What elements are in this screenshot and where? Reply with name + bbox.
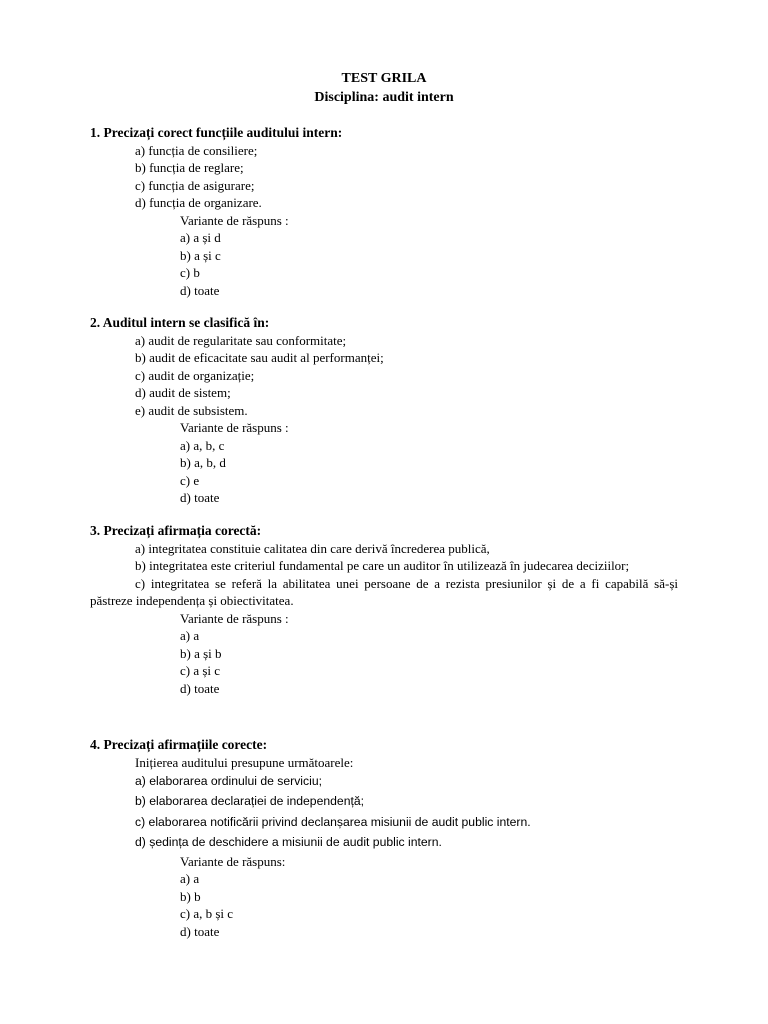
question-3 — [90, 522, 678, 697]
option-item: a) audit de regularitate sau conformitate; — [135, 332, 347, 348]
variant-item: b) b — [180, 888, 201, 904]
variants-heading: Variante de răspuns: — [180, 853, 286, 869]
question-intro: Inițierea auditului presupune următoarele: — [135, 754, 354, 770]
variant-item: a) a — [180, 871, 200, 887]
option-item: b) audit de eficacitate sau audit al performanței; — [135, 350, 384, 365]
variant-item: d) toate — [180, 490, 220, 505]
option-item: d) audit de sistem; — [135, 385, 231, 400]
question-1 — [90, 124, 678, 299]
question-heading: 3. Precizați afirmația corectă: — [90, 523, 262, 538]
question-2 — [90, 314, 678, 507]
question-heading: 2. Auditul intern se clasifică în: — [90, 315, 270, 330]
option-item: a) funcția de consiliere; — [135, 142, 258, 158]
variant-item: d) toate — [180, 282, 220, 298]
question-4 — [90, 736, 678, 941]
variant-item: c) e — [180, 472, 200, 488]
option-item: b) funcția de reglare; — [135, 160, 244, 175]
option-item: d) ședința de deschidere a misiunii de audit public intern. — [135, 835, 442, 850]
option-item: a) elaborarea ordinului de serviciu; — [135, 774, 322, 788]
variant-item: d) toate — [180, 924, 220, 939]
variant-item: d) toate — [180, 680, 220, 696]
option-item: c) funcția de asigurare; — [135, 177, 255, 193]
variant-item: c) b — [180, 265, 200, 280]
option-item: a) integritatea constituie calitatea din care derivă încrederea publică, — [135, 540, 490, 556]
option-item: d) funcția de organizare. — [135, 195, 262, 210]
variants-heading: Variante de răspuns : — [180, 610, 289, 626]
variants-heading: Variante de răspuns : — [180, 212, 289, 228]
question-heading: 4. Precizați afirmațiile corecte: — [90, 737, 268, 752]
variant-item: b) a și b — [180, 645, 222, 661]
variant-item: a) a, b, c — [180, 437, 225, 453]
variant-item: b) a, b, d — [180, 455, 226, 470]
document-title: TEST GRILA — [341, 71, 427, 86]
option-item: e) audit de subsistem. — [135, 402, 248, 418]
variant-item: a) a — [180, 628, 200, 643]
variant-item: c) a și c — [180, 663, 221, 678]
option-item: c) integritatea se referă la abilitatea unei persoane de a rezista presiunilor și de a fi capabilă să-și păstreze independența și obiectivitatea. — [90, 575, 678, 608]
variant-item: c) a, b și c — [180, 906, 234, 922]
option-item: c) audit de organizație; — [135, 367, 255, 383]
question-heading: 1. Precizați corect funcțiile auditului intern: — [90, 125, 343, 140]
variants-heading: Variante de răspuns : — [180, 420, 289, 435]
option-item: b) elaborarea declarației de independență; — [135, 794, 365, 809]
option-item: b) integritatea este criteriul fundamental pe care un auditor în utilizează în judecarea deciziilor; — [135, 558, 630, 573]
option-item: c) elaborarea notificării privind declanșarea misiunii de audit public intern. — [135, 814, 531, 829]
document-subtitle: Disciplina: audit intern — [314, 90, 454, 105]
variant-item: a) a și d — [180, 230, 221, 245]
variant-item: b) a și c — [180, 247, 221, 263]
